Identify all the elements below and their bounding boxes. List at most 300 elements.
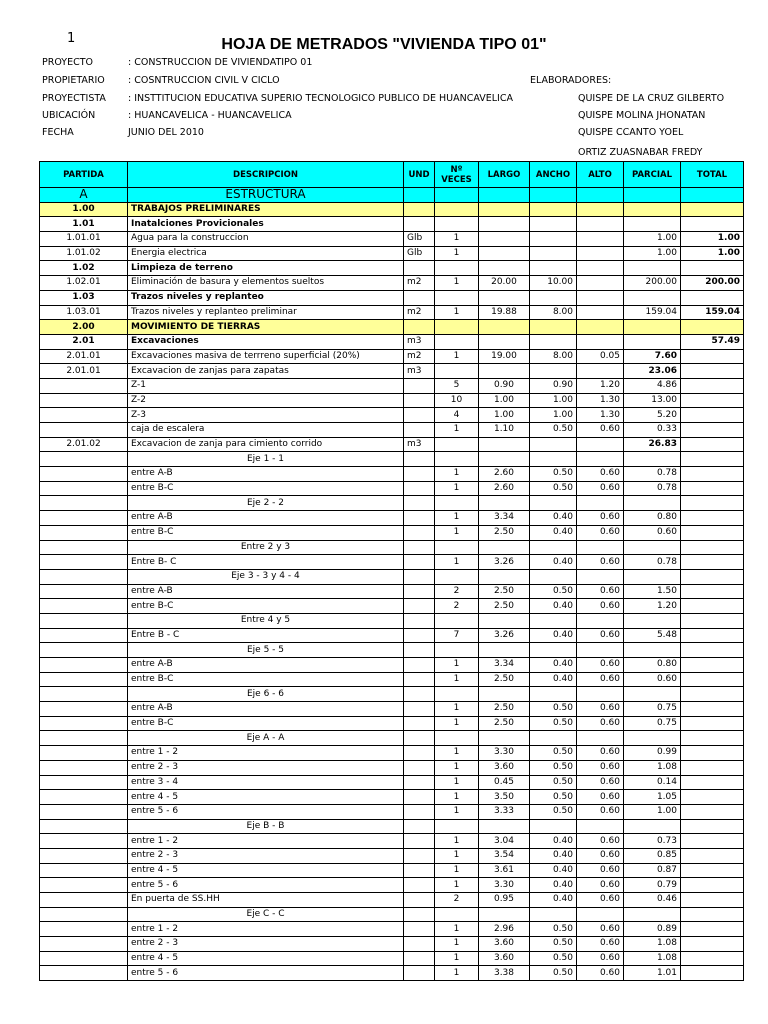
col-total: TOTAL [681,162,744,188]
veces-cell: 1 [435,966,479,981]
parcial-cell: 1.05 [624,790,681,805]
alto-cell: 0.60 [577,481,624,496]
table-row [40,584,744,599]
parcial-cell [624,540,681,555]
parcial-cell: 13.00 [624,393,681,408]
veces-cell [435,261,479,276]
parcial-cell [624,334,681,349]
total-cell [681,834,744,849]
alto-cell [577,305,624,320]
partida-cell [40,408,128,423]
parcial-cell: 4.86 [624,378,681,393]
parcial-cell [624,202,681,217]
propietario-value: : COSNTRUCCION CIVIL V CICLO [128,75,280,86]
table-row [40,452,744,467]
table-row [40,863,744,878]
parcial-cell: 0.14 [624,775,681,790]
veces-cell: 1 [435,511,479,526]
descripcion-cell: Eliminación de basura y elementos sueltos [128,276,404,291]
alto-cell: 0.60 [577,966,624,981]
largo-cell [479,364,530,379]
largo-cell: 2.50 [479,525,530,540]
partida-cell [40,775,128,790]
parcial-cell: 0.87 [624,863,681,878]
veces-cell: 1 [435,702,479,717]
veces-cell: 1 [435,790,479,805]
parcial-cell: 1.00 [624,804,681,819]
table-row [40,716,744,731]
total-cell [681,584,744,599]
veces-cell: 1 [435,276,479,291]
ancho-cell [530,819,577,834]
alto-cell: 0.60 [577,555,624,570]
alto-cell [577,334,624,349]
partida-cell [40,848,128,863]
ancho-cell: 0.50 [530,951,577,966]
total-cell [681,378,744,393]
partida-cell [40,511,128,526]
parcial-cell: 7.60 [624,349,681,364]
partida-cell [40,378,128,393]
largo-cell: 20.00 [479,276,530,291]
partida-cell [40,790,128,805]
table-row [40,511,744,526]
veces-cell: 1 [435,848,479,863]
descripcion-cell: Excavaciones [128,334,404,349]
parcial-cell [624,613,681,628]
total-cell [681,672,744,687]
elaborador-3: QUISPE CCANTO YOEL [578,127,684,138]
veces-cell: 1 [435,232,479,247]
table-row [40,261,744,276]
alto-cell [577,819,624,834]
parcial-cell [624,290,681,305]
total-cell [681,628,744,643]
largo-cell [479,246,530,261]
und-cell [404,261,435,276]
table-row [40,937,744,952]
parcial-cell: 0.79 [624,878,681,893]
alto-cell [577,569,624,584]
table-row [40,922,744,937]
total-cell: 57.49 [681,334,744,349]
table-row [40,496,744,511]
largo-cell [479,320,530,335]
ancho-cell: 0.40 [530,555,577,570]
col-alto: ALTO [577,162,624,188]
ancho-cell: 0.40 [530,834,577,849]
parcial-cell: 23.06 [624,364,681,379]
parcial-cell [624,261,681,276]
descripcion-cell: entre 2 - 3 [128,848,404,863]
alto-cell: 0.60 [577,893,624,908]
parcial-cell: 200.00 [624,276,681,291]
veces-cell: 1 [435,467,479,482]
veces-cell [435,437,479,452]
und-cell [404,863,435,878]
und-cell [404,525,435,540]
veces-cell: 1 [435,834,479,849]
und-cell [404,628,435,643]
proyectista-value: : INSTTITUCION EDUCATIVA SUPERIO TECNOLOGICO PUBLICO DE HUANCAVELICA [128,93,513,104]
ubicacion-label: UBICACIÓN [42,110,96,121]
ancho-cell: 1.00 [530,393,577,408]
und-cell: m3 [404,334,435,349]
largo-cell [479,217,530,232]
largo-cell [479,540,530,555]
table-row [40,599,744,614]
veces-cell [435,202,479,217]
total-cell [681,863,744,878]
total-cell [681,599,744,614]
parcial-cell: 0.80 [624,658,681,673]
veces-cell [435,290,479,305]
table-row [40,760,744,775]
ancho-cell [530,246,577,261]
alto-cell: 1.30 [577,408,624,423]
total-cell [681,408,744,423]
total-cell [681,804,744,819]
largo-cell: 19.00 [479,349,530,364]
total-cell [681,643,744,658]
page-title: HOJA DE METRADOS "VIVIENDA TIPO 01" [221,36,547,53]
parcial-cell: 0.46 [624,893,681,908]
parcial-cell: 1.08 [624,951,681,966]
largo-cell: 19.88 [479,305,530,320]
table-row [40,907,744,922]
partida-cell [40,569,128,584]
table-row [40,393,744,408]
descripcion-cell: Inatalciones Provicionales [128,217,404,232]
ancho-cell [530,907,577,922]
elaboradores-label: ELABORADORES: [530,75,612,86]
ancho-cell: 1.00 [530,408,577,423]
col-largo: LARGO [479,162,530,188]
parcial-cell [624,643,681,658]
elaborador-4: ORTIZ ZUASNABAR FREDY [578,147,703,158]
und-cell [404,378,435,393]
total-cell [681,393,744,408]
alto-cell: 0.60 [577,467,624,482]
ancho-cell: 0.50 [530,922,577,937]
total-cell [681,188,744,203]
ancho-cell [530,232,577,247]
total-cell [681,731,744,746]
col-veces: Nº VECES [435,162,479,188]
partida-cell: 2.00 [40,320,128,335]
alto-cell: 1.20 [577,378,624,393]
ancho-cell: 0.50 [530,423,577,438]
parcial-cell [624,687,681,702]
und-cell [404,687,435,702]
partida-cell [40,937,128,952]
alto-cell: 0.60 [577,804,624,819]
veces-cell: 1 [435,878,479,893]
partida-cell: 2.01.01 [40,349,128,364]
und-cell [404,760,435,775]
table-row [40,305,744,320]
partida-cell [40,599,128,614]
descripcion-cell: Entre B - C [128,628,404,643]
partida-cell [40,760,128,775]
partida-cell [40,951,128,966]
largo-cell [479,261,530,276]
alto-cell: 0.60 [577,658,624,673]
largo-cell [479,290,530,305]
und-cell [404,922,435,937]
und-cell [404,188,435,203]
alto-cell [577,540,624,555]
table-row [40,569,744,584]
table-row [40,481,744,496]
partida-cell [40,496,128,511]
veces-cell: 1 [435,555,479,570]
largo-cell [479,613,530,628]
largo-cell: 3.30 [479,878,530,893]
largo-cell [479,437,530,452]
ancho-cell: 0.40 [530,628,577,643]
alto-cell [577,276,624,291]
ancho-cell: 0.40 [530,511,577,526]
veces-cell [435,687,479,702]
alto-cell: 0.60 [577,834,624,849]
partida-cell: 2.01.02 [40,437,128,452]
ancho-cell [530,217,577,232]
partida-cell [40,628,128,643]
total-cell: 1.00 [681,246,744,261]
ancho-cell: 0.40 [530,863,577,878]
und-cell [404,217,435,232]
alto-cell: 0.60 [577,746,624,761]
total-cell [681,966,744,981]
descripcion-cell: Z-3 [128,408,404,423]
table-row [40,893,744,908]
descripcion-cell: entre B-C [128,599,404,614]
ancho-cell [530,364,577,379]
total-cell: 200.00 [681,276,744,291]
total-cell [681,893,744,908]
partida-cell: 1.02 [40,261,128,276]
und-cell [404,819,435,834]
parcial-cell: 1.20 [624,599,681,614]
descripcion-cell: entre B-C [128,672,404,687]
descripcion-cell: entre 3 - 4 [128,775,404,790]
und-cell [404,393,435,408]
veces-cell: 1 [435,246,479,261]
alto-cell: 0.60 [577,878,624,893]
veces-cell [435,364,479,379]
parcial-cell: 0.78 [624,555,681,570]
partida-cell [40,672,128,687]
alto-cell [577,613,624,628]
largo-cell [479,452,530,467]
descripcion-cell: entre 4 - 5 [128,863,404,878]
partida-cell [40,878,128,893]
largo-cell: 2.50 [479,599,530,614]
col-und: UND [404,162,435,188]
partida-cell: 1.01 [40,217,128,232]
total-cell [681,760,744,775]
alto-cell [577,202,624,217]
total-cell: 1.00 [681,232,744,247]
total-cell [681,481,744,496]
veces-cell [435,907,479,922]
total-cell [681,878,744,893]
und-cell [404,951,435,966]
und-cell [404,716,435,731]
table-row [40,320,744,335]
table-row [40,628,744,643]
table-row [40,966,744,981]
largo-cell: 3.33 [479,804,530,819]
descripcion-cell: entre A-B [128,467,404,482]
und-cell: Glb [404,246,435,261]
alto-cell [577,232,624,247]
partida-cell [40,702,128,717]
und-cell [404,408,435,423]
table-row [40,804,744,819]
alto-cell [577,320,624,335]
alto-cell [577,496,624,511]
partida-cell [40,922,128,937]
und-cell: m3 [404,437,435,452]
partida-cell [40,584,128,599]
parcial-cell: 1.00 [624,246,681,261]
descripcion-cell: entre A-B [128,584,404,599]
und-cell [404,569,435,584]
total-cell: 159.04 [681,305,744,320]
und-cell: m2 [404,305,435,320]
ancho-cell [530,261,577,276]
descripcion-cell: Limpieza de terreno [128,261,404,276]
parcial-cell: 159.04 [624,305,681,320]
partida-cell [40,555,128,570]
parcial-cell: 0.80 [624,511,681,526]
partida-cell [40,819,128,834]
parcial-cell: 1.08 [624,760,681,775]
table-row [40,188,744,203]
partida-cell: 1.03.01 [40,305,128,320]
table-row [40,408,744,423]
und-cell [404,423,435,438]
und-cell [404,496,435,511]
total-cell [681,937,744,952]
partida-cell [40,746,128,761]
total-cell [681,423,744,438]
elaborador-1: QUISPE DE LA CRUZ GILBERTO [578,93,725,104]
largo-cell: 3.26 [479,628,530,643]
table-row [40,540,744,555]
und-cell [404,202,435,217]
ancho-cell: 0.50 [530,790,577,805]
largo-cell: 2.50 [479,716,530,731]
ancho-cell: 0.40 [530,672,577,687]
partida-cell [40,423,128,438]
descripcion-cell: Entre 2 y 3 [128,540,404,555]
partida-cell [40,481,128,496]
descripcion-cell: entre A-B [128,658,404,673]
und-cell: Glb [404,232,435,247]
total-cell [681,437,744,452]
parcial-cell [624,452,681,467]
ancho-cell: 0.50 [530,760,577,775]
ancho-cell: 0.50 [530,481,577,496]
largo-cell: 3.60 [479,937,530,952]
ancho-cell: 0.50 [530,716,577,731]
total-cell [681,658,744,673]
alto-cell: 0.60 [577,775,624,790]
largo-cell: 1.00 [479,393,530,408]
veces-cell [435,569,479,584]
total-cell [681,716,744,731]
ancho-cell: 0.40 [530,848,577,863]
parcial-cell: 0.75 [624,716,681,731]
parcial-cell: 1.01 [624,966,681,981]
und-cell [404,658,435,673]
partida-cell [40,863,128,878]
largo-cell [479,907,530,922]
table-row [40,202,744,217]
ancho-cell: 0.50 [530,804,577,819]
largo-cell: 3.34 [479,511,530,526]
descripcion-cell: entre 1 - 2 [128,922,404,937]
descripcion-cell: Eje 3 - 3 y 4 - 4 [128,569,404,584]
parcial-cell: 0.99 [624,746,681,761]
partida-cell [40,907,128,922]
alto-cell: 0.60 [577,511,624,526]
descripcion-cell: entre B-C [128,481,404,496]
parcial-cell: 0.89 [624,922,681,937]
und-cell [404,907,435,922]
largo-cell: 3.26 [479,555,530,570]
table-row [40,378,744,393]
und-cell [404,672,435,687]
descripcion-cell: Eje 1 - 1 [128,452,404,467]
ancho-cell [530,202,577,217]
descripcion-cell: Excavacion de zanjas para zapatas [128,364,404,379]
partida-cell [40,643,128,658]
veces-cell [435,819,479,834]
ancho-cell [530,731,577,746]
veces-cell: 1 [435,922,479,937]
partida-cell [40,540,128,555]
descripcion-cell: Z-2 [128,393,404,408]
veces-cell: 1 [435,349,479,364]
largo-cell: 0.90 [479,378,530,393]
partida-cell [40,452,128,467]
largo-cell: 3.61 [479,863,530,878]
veces-cell: 1 [435,760,479,775]
descripcion-cell: Eje A - A [128,731,404,746]
table-row [40,467,744,482]
ancho-cell: 0.40 [530,658,577,673]
und-cell: m2 [404,276,435,291]
largo-cell: 0.95 [479,893,530,908]
veces-cell: 1 [435,672,479,687]
descripcion-cell: entre 2 - 3 [128,760,404,775]
veces-cell: 10 [435,393,479,408]
total-cell [681,819,744,834]
total-cell [681,202,744,217]
total-cell [681,555,744,570]
veces-cell: 5 [435,378,479,393]
und-cell [404,511,435,526]
table-row [40,217,744,232]
parcial-cell [624,320,681,335]
alto-cell: 0.05 [577,349,624,364]
parcial-cell: 1.50 [624,584,681,599]
ancho-cell [530,452,577,467]
